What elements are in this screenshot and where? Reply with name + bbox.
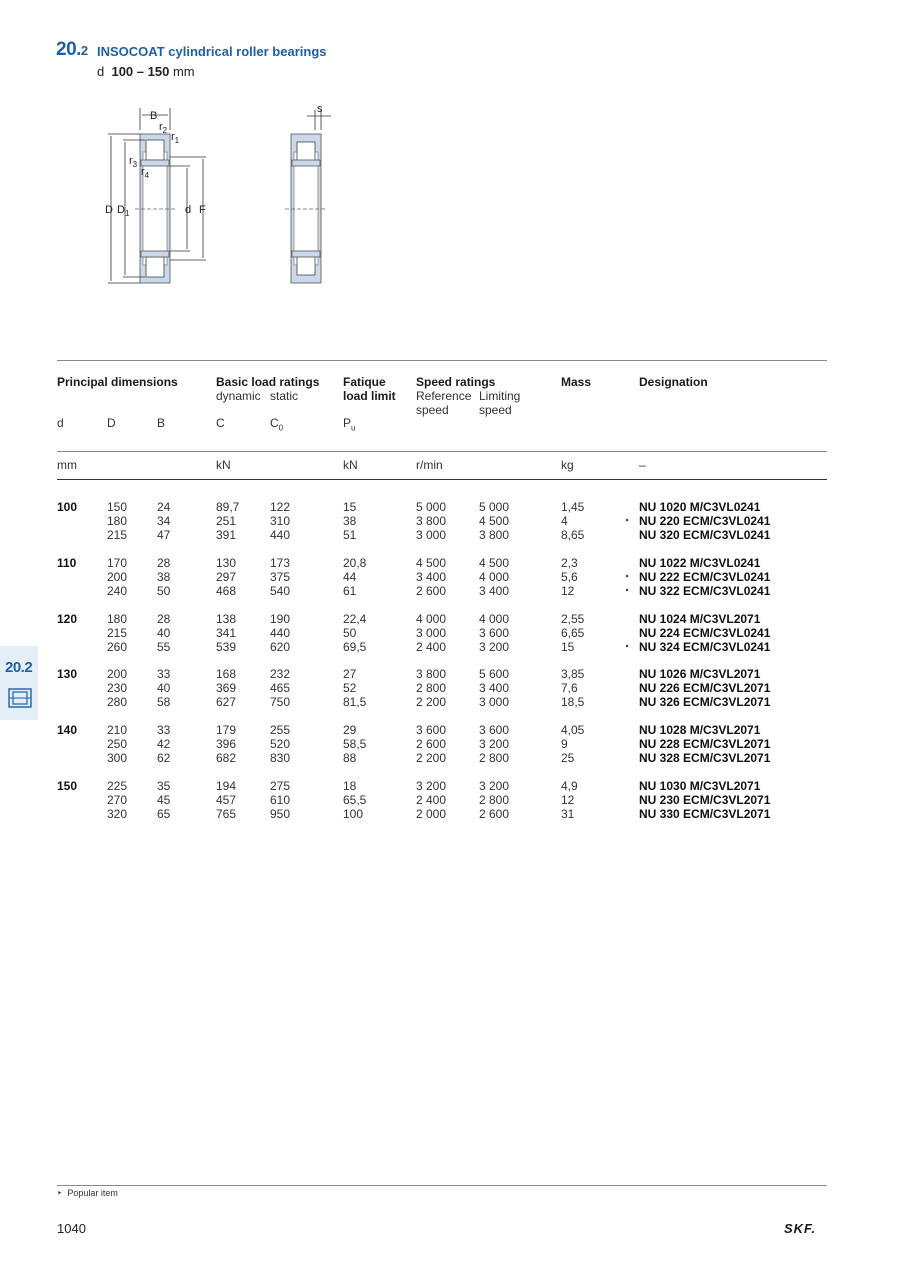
cell-mass: 2,55 [561,611,585,626]
cell-b: 55 [157,639,171,654]
cell-lim: 3 400 [479,583,510,598]
cell-c0: 610 [270,793,291,807]
cell-ref: 2 400 [416,793,447,807]
cell-designation: NU 326 ECM/C3VL2071 [639,695,771,710]
cell-designation: NU 330 ECM/C3VL2071 [639,807,771,821]
cell-pu: 50 [343,625,357,640]
cell-lim: 4 000 [479,569,510,584]
cell-designation: NU 324 ECM/C3VL0241 [639,639,771,654]
cell-c: 369 [216,681,237,696]
cell-lim: 3 000 [479,695,510,710]
cell-c: 297 [216,569,237,584]
cell-b: 33 [157,667,171,682]
cell-d: 300 [107,751,128,766]
cell-b: 58 [157,695,171,710]
cell-designation: NU 1028 M/C3VL2071 [639,723,761,738]
cell-lim: 3 400 [479,681,510,696]
cell-c0: 190 [270,611,291,626]
cell-d: 230 [107,681,128,696]
cell-pu: 51 [343,528,357,542]
cell-c: 341 [216,625,237,640]
cell-ref: 3 600 [416,723,447,738]
label-r2: $r_2$ [159,121,168,135]
cell-lim: 3 600 [479,723,510,738]
cell-c0: 255 [270,723,291,738]
cell-bore-d: 100 [57,500,78,514]
popular-marker-icon: ‣ [625,585,630,595]
cell-d: 280 [107,695,128,710]
label-r3: $r_3$ [129,155,138,169]
cell-pu: 20,8 [343,555,367,570]
cell-mass: 4,05 [561,723,585,738]
cell-designation: NU 228 ECM/C3VL2071 [639,737,771,752]
cell-c: 391 [216,528,237,542]
cell-lim: 3 200 [479,737,510,752]
cell-c: 138 [216,611,237,626]
bearing-icon [7,687,33,709]
cell-mass: 25 [561,751,575,766]
cell-c0: 275 [270,779,291,793]
cell-c0: 620 [270,639,291,654]
cell-c0: 440 [270,625,291,640]
header-designation: Designation [639,375,708,389]
cell-pu: 38 [343,514,357,528]
page-number: 1040 [57,1221,86,1236]
cell-ref: 3 800 [416,667,447,682]
symbol-Pu: $P_u$ [343,416,356,433]
cell-c0: 950 [270,807,291,821]
cell-designation: NU 226 ECM/C3VL2071 [639,681,771,696]
cell-pu: 61 [343,583,357,598]
cell-lim: 2 600 [479,807,510,821]
cell-c: 130 [216,555,237,570]
skf-logo: SKF. [784,1221,817,1236]
cell-lim: 5 000 [479,500,510,514]
table-top-rule [57,360,827,361]
section-number: 20.2 [56,39,88,60]
cell-c: 457 [216,793,237,807]
cell-mass: 12 [561,583,575,598]
cell-mass: 15 [561,639,575,654]
cell-d: 270 [107,793,128,807]
cell-c: 539 [216,639,237,654]
cell-d: 225 [107,779,128,793]
section-title: INSOCOAT cylindrical roller bearings [97,44,327,59]
cell-ref: 3 800 [416,514,447,528]
symbol-C: C [216,416,225,430]
label-r1: $r_1$ [171,131,180,145]
cell-b: 35 [157,779,171,793]
cell-bore-d: 140 [57,723,78,738]
cell-d: 215 [107,625,128,640]
units-rule [57,451,827,452]
cell-ref: 3 000 [416,625,447,640]
header-mass: Mass [561,375,592,389]
dimension-range: d 100 – 150 mm [97,64,195,79]
cell-d: 150 [107,500,128,514]
cell-ref: 2 600 [416,583,447,598]
cell-ref: 4 500 [416,555,447,570]
cell-c: 682 [216,751,237,766]
cell-mass: 6,65 [561,625,585,640]
cell-c0: 232 [270,667,291,682]
cell-c0: 122 [270,500,291,514]
cell-pu: 100 [343,807,364,821]
symbol-D: D [107,416,116,430]
cell-designation: NU 320 ECM/C3VL0241 [639,528,771,542]
cell-designation: NU 328 ECM/C3VL2071 [639,751,771,766]
cell-c0: 375 [270,569,291,584]
cell-c0: 750 [270,695,291,710]
cell-lim: 3 600 [479,625,510,640]
label-D: D [105,204,113,216]
cell-d: 170 [107,555,128,570]
cell-ref: 2 200 [416,751,447,766]
cell-designation: NU 230 ECM/C3VL2071 [639,793,771,807]
footer-rule [57,1185,827,1186]
cell-c: 168 [216,667,237,682]
cell-lim: 5 600 [479,667,510,682]
cell-pu: 52 [343,681,357,696]
cell-b: 24 [157,500,171,514]
cell-pu: 29 [343,723,357,738]
cell-b: 28 [157,555,171,570]
cell-c0: 540 [270,583,291,598]
label-s: s [317,103,323,115]
header-bottom-rule [57,479,827,480]
cell-c0: 465 [270,681,291,696]
cell-ref: 2 000 [416,807,447,821]
label-B: B [150,110,158,122]
cell-mass: 4,9 [561,779,578,793]
cell-mass: 9 [561,737,568,752]
cell-d: 180 [107,514,128,528]
cell-c: 627 [216,695,237,710]
cell-mass: 3,85 [561,667,585,682]
cell-pu: 27 [343,667,357,682]
header-basic-load-ratings: Basic load ratings [216,375,320,389]
cell-lim: 4 500 [479,514,510,528]
cell-c: 468 [216,583,237,598]
cell-designation: NU 220 ECM/C3VL0241 [639,514,771,528]
cell-lim: 3 200 [479,639,510,654]
unit-designation-dash: – [639,458,646,472]
header-limiting: Limiting [479,389,521,403]
cell-designation: NU 222 ECM/C3VL0241 [639,569,771,584]
header-fatigue-2: load limit [343,389,396,403]
cell-ref: 3 200 [416,779,447,793]
cell-c: 765 [216,807,237,821]
cell-d: 200 [107,667,128,682]
cell-ref: 3 400 [416,569,447,584]
cell-b: 40 [157,681,171,696]
cell-c: 396 [216,737,237,752]
cell-pu: 69,5 [343,639,367,654]
cell-designation: NU 1026 M/C3VL2071 [639,667,761,682]
header-principal-dimensions: Principal dimensions [57,375,178,389]
cell-mass: 31 [561,807,575,821]
cell-b: 45 [157,793,171,807]
cell-c: 251 [216,514,237,528]
cell-b: 50 [157,583,171,598]
cell-c0: 830 [270,751,291,766]
cell-pu: 22,4 [343,611,367,626]
symbol-d: d [57,416,64,430]
cell-c0: 520 [270,737,291,752]
cell-c: 89,7 [216,500,240,514]
cell-pu: 58,5 [343,737,367,752]
label-r4: $r_4$ [141,166,150,180]
cell-b: 33 [157,723,171,738]
cell-mass: 7,6 [561,681,578,696]
cell-b: 42 [157,737,171,752]
cell-mass: 8,65 [561,528,585,542]
cell-pu: 81,5 [343,695,367,710]
header-reference: Reference [416,389,472,403]
cell-d: 200 [107,569,128,584]
cell-b: 40 [157,625,171,640]
cell-mass: 4 [561,514,568,528]
cell-mass: 12 [561,793,575,807]
header-reference-2: speed [416,403,449,417]
cell-d: 250 [107,737,128,752]
cell-b: 65 [157,807,171,821]
cell-designation: NU 1020 M/C3VL0241 [639,500,761,514]
cell-d: 260 [107,639,128,654]
header-dynamic: dynamic [216,389,261,403]
cell-mass: 5,6 [561,569,578,584]
unit-kg: kg [561,458,574,472]
unit-kN-ratings: kN [216,458,231,472]
cell-pu: 65,5 [343,793,367,807]
cell-lim: 2 800 [479,793,510,807]
side-tab-label: 20.2 [5,659,33,676]
cell-designation: NU 322 ECM/C3VL0241 [639,583,771,598]
cell-d: 215 [107,528,128,542]
cell-designation: NU 1024 M/C3VL2071 [639,611,761,626]
label-F: F [199,204,206,216]
bearing-cross-section-drawing [95,100,345,290]
cell-lim: 3 200 [479,779,510,793]
cell-mass: 2,3 [561,555,578,570]
popular-marker-icon: ‣ [625,516,630,525]
cell-ref: 2 400 [416,639,447,654]
cell-ref: 3 000 [416,528,447,542]
symbol-C0: $C_0$ [270,416,284,433]
header-speed-ratings: Speed ratings [416,375,496,389]
label-d: d [185,204,192,216]
cell-c0: 173 [270,555,291,570]
cell-lim: 4 500 [479,555,510,570]
unit-mm: mm [57,458,77,472]
cell-designation: NU 1030 M/C3VL2071 [639,779,761,793]
popular-marker-icon: ‣ [625,571,630,581]
unit-rmin: r/min [416,458,443,472]
header-fatigue: Fatique [343,375,386,389]
popular-marker-icon: ‣ [625,641,630,651]
cell-pu: 15 [343,500,357,514]
cell-ref: 2 600 [416,737,447,752]
cell-ref: 2 200 [416,695,447,710]
label-D1: $D_1$ [117,204,130,218]
cell-pu: 44 [343,569,357,584]
cell-lim: 2 800 [479,751,510,766]
cell-lim: 3 800 [479,528,510,542]
cell-ref: 5 000 [416,500,447,514]
cell-c: 194 [216,779,237,793]
header-static: static [270,389,299,403]
cell-mass: 18,5 [561,695,585,710]
cell-b: 34 [157,514,171,528]
cell-pu: 88 [343,751,357,766]
cell-d: 240 [107,583,128,598]
unit-kN-fatigue: kN [343,458,358,472]
cell-designation: NU 224 ECM/C3VL0241 [639,625,771,640]
cell-c0: 310 [270,514,291,528]
cell-d: 320 [107,807,128,821]
symbol-B: B [157,416,166,430]
popular-item-note: ‣ Popular item [57,1188,118,1198]
cell-ref: 4 000 [416,611,447,626]
cell-bore-d: 110 [57,555,77,570]
cell-d: 180 [107,611,128,626]
cell-b: 38 [157,569,171,584]
cell-bore-d: 130 [57,667,78,682]
cell-b: 47 [157,528,171,542]
cell-b: 28 [157,611,171,626]
cell-pu: 18 [343,779,357,793]
header-limiting-2: speed [479,403,512,417]
cell-bore-d: 120 [57,611,78,626]
cell-c: 179 [216,723,237,738]
cell-b: 62 [157,751,171,766]
cell-d: 210 [107,723,128,738]
cell-designation: NU 1022 M/C3VL0241 [639,555,761,570]
cell-lim: 4 000 [479,611,510,626]
cell-bore-d: 150 [57,779,78,793]
cell-ref: 2 800 [416,681,447,696]
cell-mass: 1,45 [561,500,585,514]
cell-c0: 440 [270,528,291,542]
